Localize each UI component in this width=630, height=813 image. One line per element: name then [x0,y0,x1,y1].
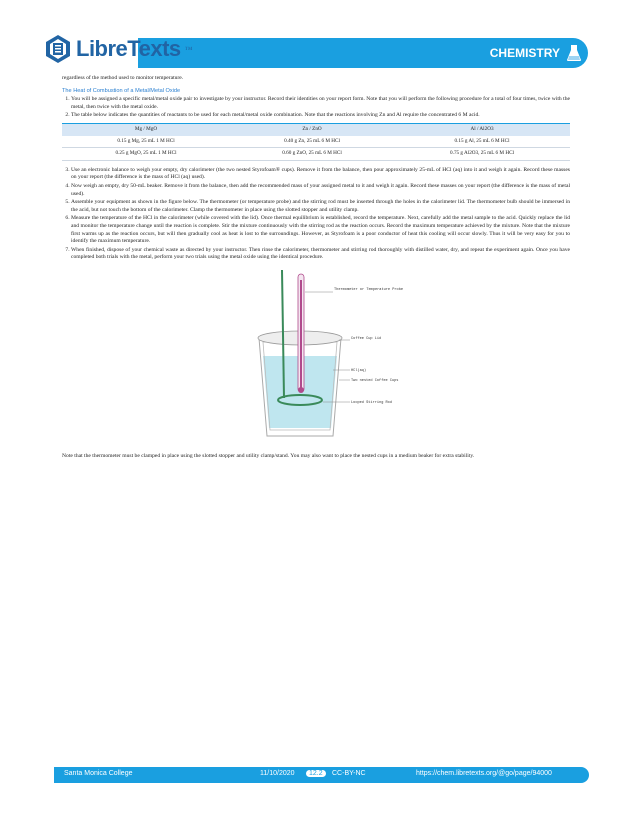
procedure-step: 1. You will be assigned a specific metal/metal oxide pair to investigate by your instructor. Record their identities on your report form. Note that you will perform the following procedure for a total of four times, twice with the metal, then twice with the metal oxide. [71,96,570,111]
thermometer-bulb [298,387,304,393]
procedure-step: 2. The table below indicates the quantities of reactants to be used for each metal/metal oxide combination. Note that the reactions involving Zn and Al require the concentrated 6 M acid. [71,112,570,120]
procedure-step: 7. When finished, dispose of your chemical waste as directed by your instructor. Then rinse the calorimeter, thermometer and stirring rod thoroughly with distilled water, dry, and repeat the experiment again. Once you have completed both trials with the metal, perform your two trials using the metal oxide using the identical procedure. [71,247,570,262]
procedure-list-part2 [62,167,570,262]
label-thermometer: Thermometer or Temperature Probe [334,288,404,292]
table-header: Al / Al2O3 [394,123,570,135]
footer-college: Santa Monica College [64,770,133,777]
subject-text: CHEMISTRY [489,46,560,60]
procedure-step: 5. Assemble your equipment as shown in the figure below. The thermometer (or temperature probe) and the stirring rod must be inserted through the holes in the calorimeter lid. The thermometer bulb should be immersed in the acid, but not touch the bottom of the calorimeter. Clamp the thermometer in place using the slotted stopper and utility clamp. [71,199,570,214]
table-cell: 0.15 g Al, 25 mL 6 M HCl [394,136,570,148]
table-cell: 0.75 g Al2O3, 25 mL 6 M HCl [394,148,570,161]
reactant-table [62,123,570,161]
label-lid: Coffee Cup Lid [351,337,382,341]
logo-trademark: ™ [184,44,193,54]
libretexts-logo[interactable] [44,34,192,64]
subject-label[interactable] [490,40,582,66]
table-cell: 0.60 g ZnO, 25 mL 6 M HCl [230,148,394,161]
procedure-step: 3. Use an electronic balance to weigh your empty, dry calorimeter (the two nested Styrofoam® cups). Remove it from the balance, then pour approximately 25-mL of HCl (aq) into it and weigh it again. Record these masses on your report (the difference is the mass of HCl (aq) used). [71,167,570,182]
main-content [62,75,570,263]
page-header [0,0,630,75]
footer-page-number: 12.2 [306,770,326,777]
label-hcl: HCl(aq) [351,369,367,373]
note-text: Note that the thermometer must be clamped in place using the slotted stopper and utility clamp/stand. You may also want to place the nested cups in a medium beaker for extra stability. [62,452,475,459]
procedure-step: 4. Now weigh an empty, dry 50-mL beaker. Remove it from the balance, then add the recommended mass of your assigned metal to it and weigh it again. Record these masses on your report (the difference is the mass of metal used). [71,183,570,198]
page-footer [54,767,589,783]
label-cups: Two nested Coffee Cups [351,379,399,383]
table-row [62,136,570,148]
section-title: The Heat of Combustion of a Metal/Metal Oxide [62,87,181,94]
table-cell: 0.25 g MgO, 25 mL 1 M HCl [62,148,230,161]
table-header: Zn / ZnO [230,123,394,135]
procedure-step: 6. Measure the temperature of the HCl in the calorimeter (while covered with the lid). Once thermal equilibrium is established, record the temperature. Next, carefully add the metal sample to the acid. Quickly replace the lid and monitor the temperature change until the reaction is complete. Stir the mixture continuously with the stirring rod as the reaction occurs. Record the maximum temperature achieved by the mixture. Note that the mixture first warms up as the reaction occurs, but will then gradually cool as heat is lost to the surroundings. However, as Styrofoam is a poor conductor of heat this cooling will occur slowly. Thus it will be very easy for you to identify the maximum temperature. [71,215,570,245]
intro-text: regardless of the method used to monitor temperature. [62,75,184,81]
libretexts-logo-icon [44,34,72,64]
footer-url[interactable]: https://chem.libretexts.org/@go/page/94000 [416,770,552,777]
calorimeter-figure [245,268,404,440]
table-cell: 0.15 g Mg, 25 mL 1 M HCl [62,136,230,148]
label-rod: Looped Stirring Rod [351,401,392,405]
table-cell: 0.40 g Zn, 25 mL 6 M HCl [230,136,394,148]
footer-license[interactable]: CC-BY-NC [332,770,366,777]
logo-text: LibreTexts [76,36,181,61]
table-row [62,148,570,161]
flask-icon [566,44,582,62]
footer-date: 11/10/2020 [260,770,295,777]
table-header: Mg / MgO [62,123,230,135]
procedure-list-part1 [62,96,570,120]
